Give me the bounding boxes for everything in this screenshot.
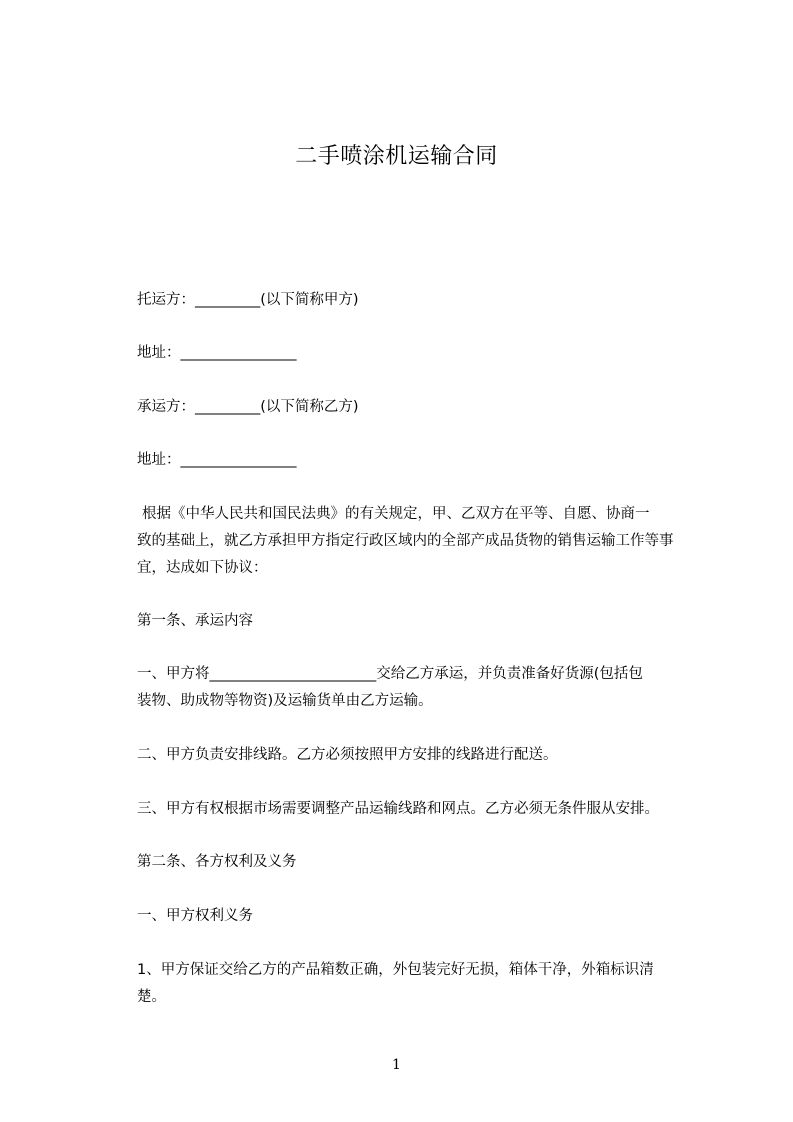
address-a-line: 地址：________________	[137, 345, 297, 361]
intro-line-1: 根据《中华人民共和国民法典》的有关规定，甲、乙双方在平等、自愿、协商一	[142, 506, 650, 522]
article-2-item-1-line-1: 1、甲方保证交给乙方的产品箱数正确，外包装完好无损，箱体干净，外箱标识清	[137, 962, 654, 978]
article-1-item-1-line-2: 装物、助成物等物资)及运输货单由乙方运输。	[137, 693, 433, 709]
address-b-line: 地址：________________	[137, 452, 297, 468]
intro-line-2: 致的基础上，就乙方承担甲方指定行政区域内的全部产成品货物的销售运输工作等事	[137, 533, 674, 549]
party-b-line: 承运方：_________(以下简称乙方)	[137, 399, 359, 415]
party-a-line: 托运方：_________(以下简称甲方)	[137, 292, 359, 308]
article-1-item-3: 三、甲方有权根据市场需要调整产品运输线路和网点。乙方必须无条件服从安排。	[137, 801, 659, 817]
page-number: 1	[392, 1057, 401, 1073]
article-2-heading: 第二条、各方权利及义务	[137, 854, 297, 870]
article-2-item-1-line-2: 楚。	[137, 989, 166, 1005]
page-title: 二手喷涂机运输合同	[295, 144, 498, 169]
article-2-subheading-1: 一、甲方权利义务	[137, 908, 253, 924]
intro-line-3: 宜，达成如下协议：	[137, 560, 268, 576]
article-1-item-2: 二、甲方负责安排线路。乙方必须按照甲方安排的线路进行配送。	[137, 747, 558, 763]
article-1-heading: 第一条、承运内容	[137, 613, 253, 629]
article-1-item-1-line-1: 一、甲方将_______________________交给乙方承运，并负责准备好货源(包括包	[137, 666, 643, 682]
